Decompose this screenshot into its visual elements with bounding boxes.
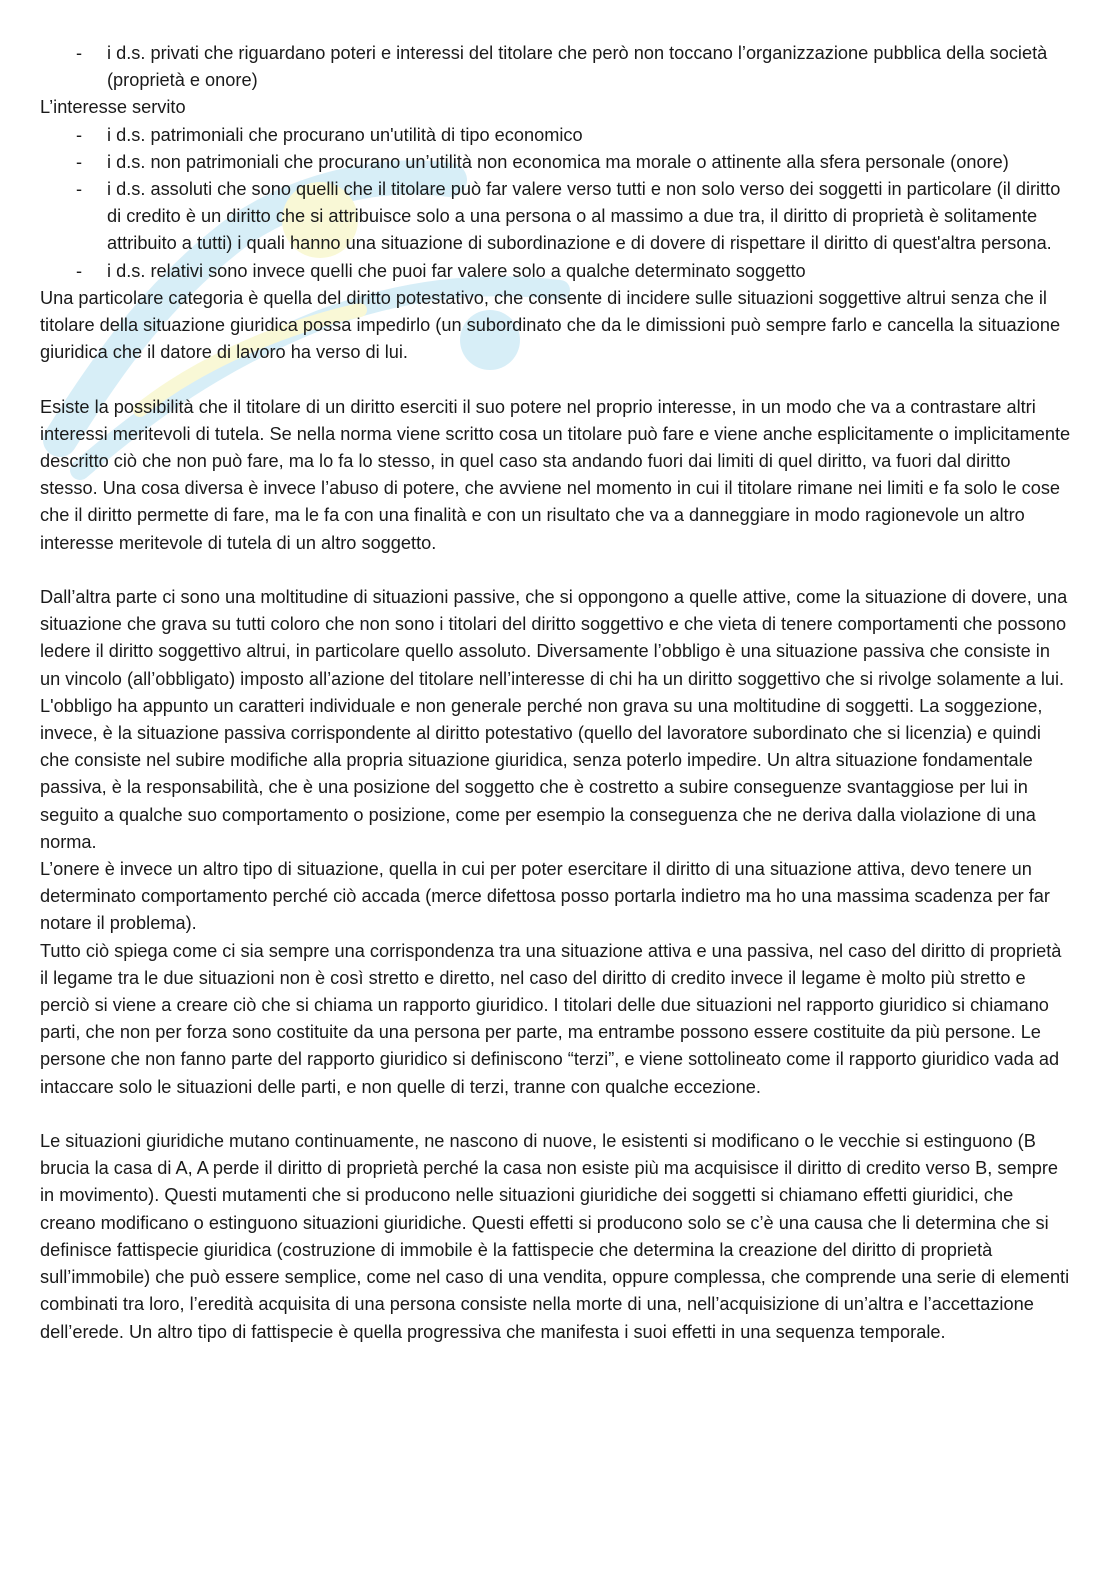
bullet-dash: - xyxy=(76,124,83,145)
list-item xyxy=(40,122,1072,149)
paragraph-diritto-potestativo: Una particolare categoria è quella del diritto potestativo, che consente di incidere sulle situazioni soggettive altrui senza che il titolare della situazione giuridica possa impedirlo (un subordinato che da le dimissioni può sempre farlo e cancella la situazione giuridica che il datore di lavoro ha verso di lui. xyxy=(40,287,1061,363)
bullet-text: i d.s. assoluti che sono quelli che il titolare può far valere verso tutti e non solo verso dei soggetti in particolare (il diritto di credito è un diritto che si attribuisce solo a una persona o al massimo a due tra, il diritto di proprietà è solitamente attribuito a tutti) i quali hanno una situazione di subordinazione e di dovere di rispettare il diritto di quest'altra persona. xyxy=(107,179,1061,254)
list-item xyxy=(40,149,1072,176)
paragraph-rapporto-giuridico: Tutto ciò spiega come ci sia sempre una corrispondenza tra una situazione attiva e una passiva, nel caso del diritto di proprietà il legame tra le due situazioni non è così stretto e diretto, nel caso del diritto di credito invece il legame è molto più stretto e perciò si viene a creare ciò che si chiama un rapporto giuridico. I titolari delle due situazioni nel rapporto giuridico si chiamano parti, che non per forza sono costituite da una persona per parte, ma entrambe possono essere costituite da più persone. Le persone che non fanno parte del rapporto giuridico si definiscono “terzi”, e viene sottolineato come il rapporto giuridico vada ad intaccare solo le situazioni delle parti, e non quelle di terzi, tranne con qualche eccezione. xyxy=(40,940,1062,1097)
bullet-text: i d.s. patrimoniali che procurano un'utilità di tipo economico xyxy=(107,124,583,145)
bullet-text: i d.s. relativi sono invece quelli che puoi far valere solo a qualche determinato soggetto xyxy=(107,260,806,281)
bullet-dash: - xyxy=(76,260,83,281)
bullet-text: i d.s. privati che riguardano poteri e interessi del titolare che però non toccano l’organizzazione pubblica della società (proprietà e onore) xyxy=(107,43,1048,91)
bullet-dash: - xyxy=(76,179,83,200)
bullet-text: i d.s. non patrimoniali che procurano un’utilità non economica ma morale o attinente alla sfera personale (onore) xyxy=(107,151,1009,172)
bullet-dash: - xyxy=(76,151,83,172)
list-item xyxy=(40,40,1072,94)
paragraph-situazioni-passive: Dall’altra parte ci sono una moltitudine di situazioni passive, che si oppongono a quelle attive, come la situazione di dovere, una situazione che grava su tutti coloro che non sono i titolari del diritto soggettivo e che vieta di tenere comportamenti che possono ledere il diritto soggettivo altrui, in particolare quello assoluto. Diversamente l’obbligo è una situazione passiva che consiste in un vincolo (all’obbligato) imposto all’azione del titolare nell’interesse di chi ha un diritto soggettivo che si rivolge solamente a lui. L'obbligo ha appunto un caratteri individuale e non generale perché non grava su una moltitudine di soggetti. La soggezione, invece, è la situazione passiva corrispondente al diritto potestativo (quello del lavoratore subordinato che si licenzia) e quindi che consiste nel subire modifiche alla propria situazione giuridica, senza poterlo impedire. Un altra situazione fondamentale passiva, è la responsabilità, che è una posizione del soggetto che è costretto a subire conseguenze svantaggiose per lui in seguito a qualche suo comportamento o posizione, come per esempio la conseguenza che ne deriva dalla violazione di una norma. xyxy=(40,587,1068,852)
bullet-dash: - xyxy=(76,43,83,63)
document-page xyxy=(40,40,1072,1346)
paragraph-spacer xyxy=(40,557,1072,584)
paragraph-spacer xyxy=(40,366,1072,393)
paragraph-onere: L’onere è invece un altro tipo di situazione, quella in cui per poter esercitare il diritto di una situazione attiva, devo tenere un determinato comportamento perché ciò accada (merce difettosa posso portarla indietro ma ho una massima scadenza per far notare il problema). xyxy=(40,859,1050,934)
paragraph-spacer xyxy=(40,1101,1072,1128)
paragraph-abuso-di-potere: Esiste la possibilità che il titolare di un diritto eserciti il suo potere nel proprio interesse, in un modo che va a contrastare altri interessi meritevoli di tutela. Se nella norma viene scritto cosa un titolare può fare e viene anche esplicitamente o implicitamente descritto ciò che non può fare, ma lo fa lo stesso, in quel caso sta andando fuori dai limiti di quel diritto, va fuori dal diritto stesso. Una cosa diversa è invece l’abuso di potere, che avviene nel momento in cui il titolare rimane nei limiti e fa solo le cose che il diritto permette di fare, ma le fa con una finalità e con un risultato che va a danneggiare in modo ragionevole un altro interesse meritevole di tutela di un altro soggetto. xyxy=(40,396,1071,553)
paragraph-fattispecie: Le situazioni giuridiche mutano continuamente, ne nascono di nuove, le esistenti si modificano o le vecchie si estinguono (B brucia la casa di A, A perde il diritto di proprietà perché la casa non esiste più ma acquisisce il diritto di credito verso B, sempre in movimento). Questi mutamenti che si producono nelle situazioni giuridiche dei soggetti si chiamano effetti giuridici, che creano modificano o estinguono situazioni giuridiche. Questi effetti si producono solo se c’è una causa che li determina che si definisce fattispecie giuridica (costruzione di immobile è la fattispecie che determina la creazione del diritto di proprietà sull’immobile) che può essere semplice, come nel caso di una vendita, oppure complessa, che comprende una serie di elementi combinati tra loro, l’eredità acquisita di una persona consiste nella morte di una, nell’acquisizione di un’altra e l’accettazione dell’erede. Un altro tipo di fattispecie è quella progressiva che manifesta i suoi effetti in una sequenza temporale. xyxy=(40,1131,1070,1342)
list-item xyxy=(40,176,1072,258)
section-heading: L’interesse servito xyxy=(40,97,186,118)
list-item xyxy=(40,258,1072,285)
